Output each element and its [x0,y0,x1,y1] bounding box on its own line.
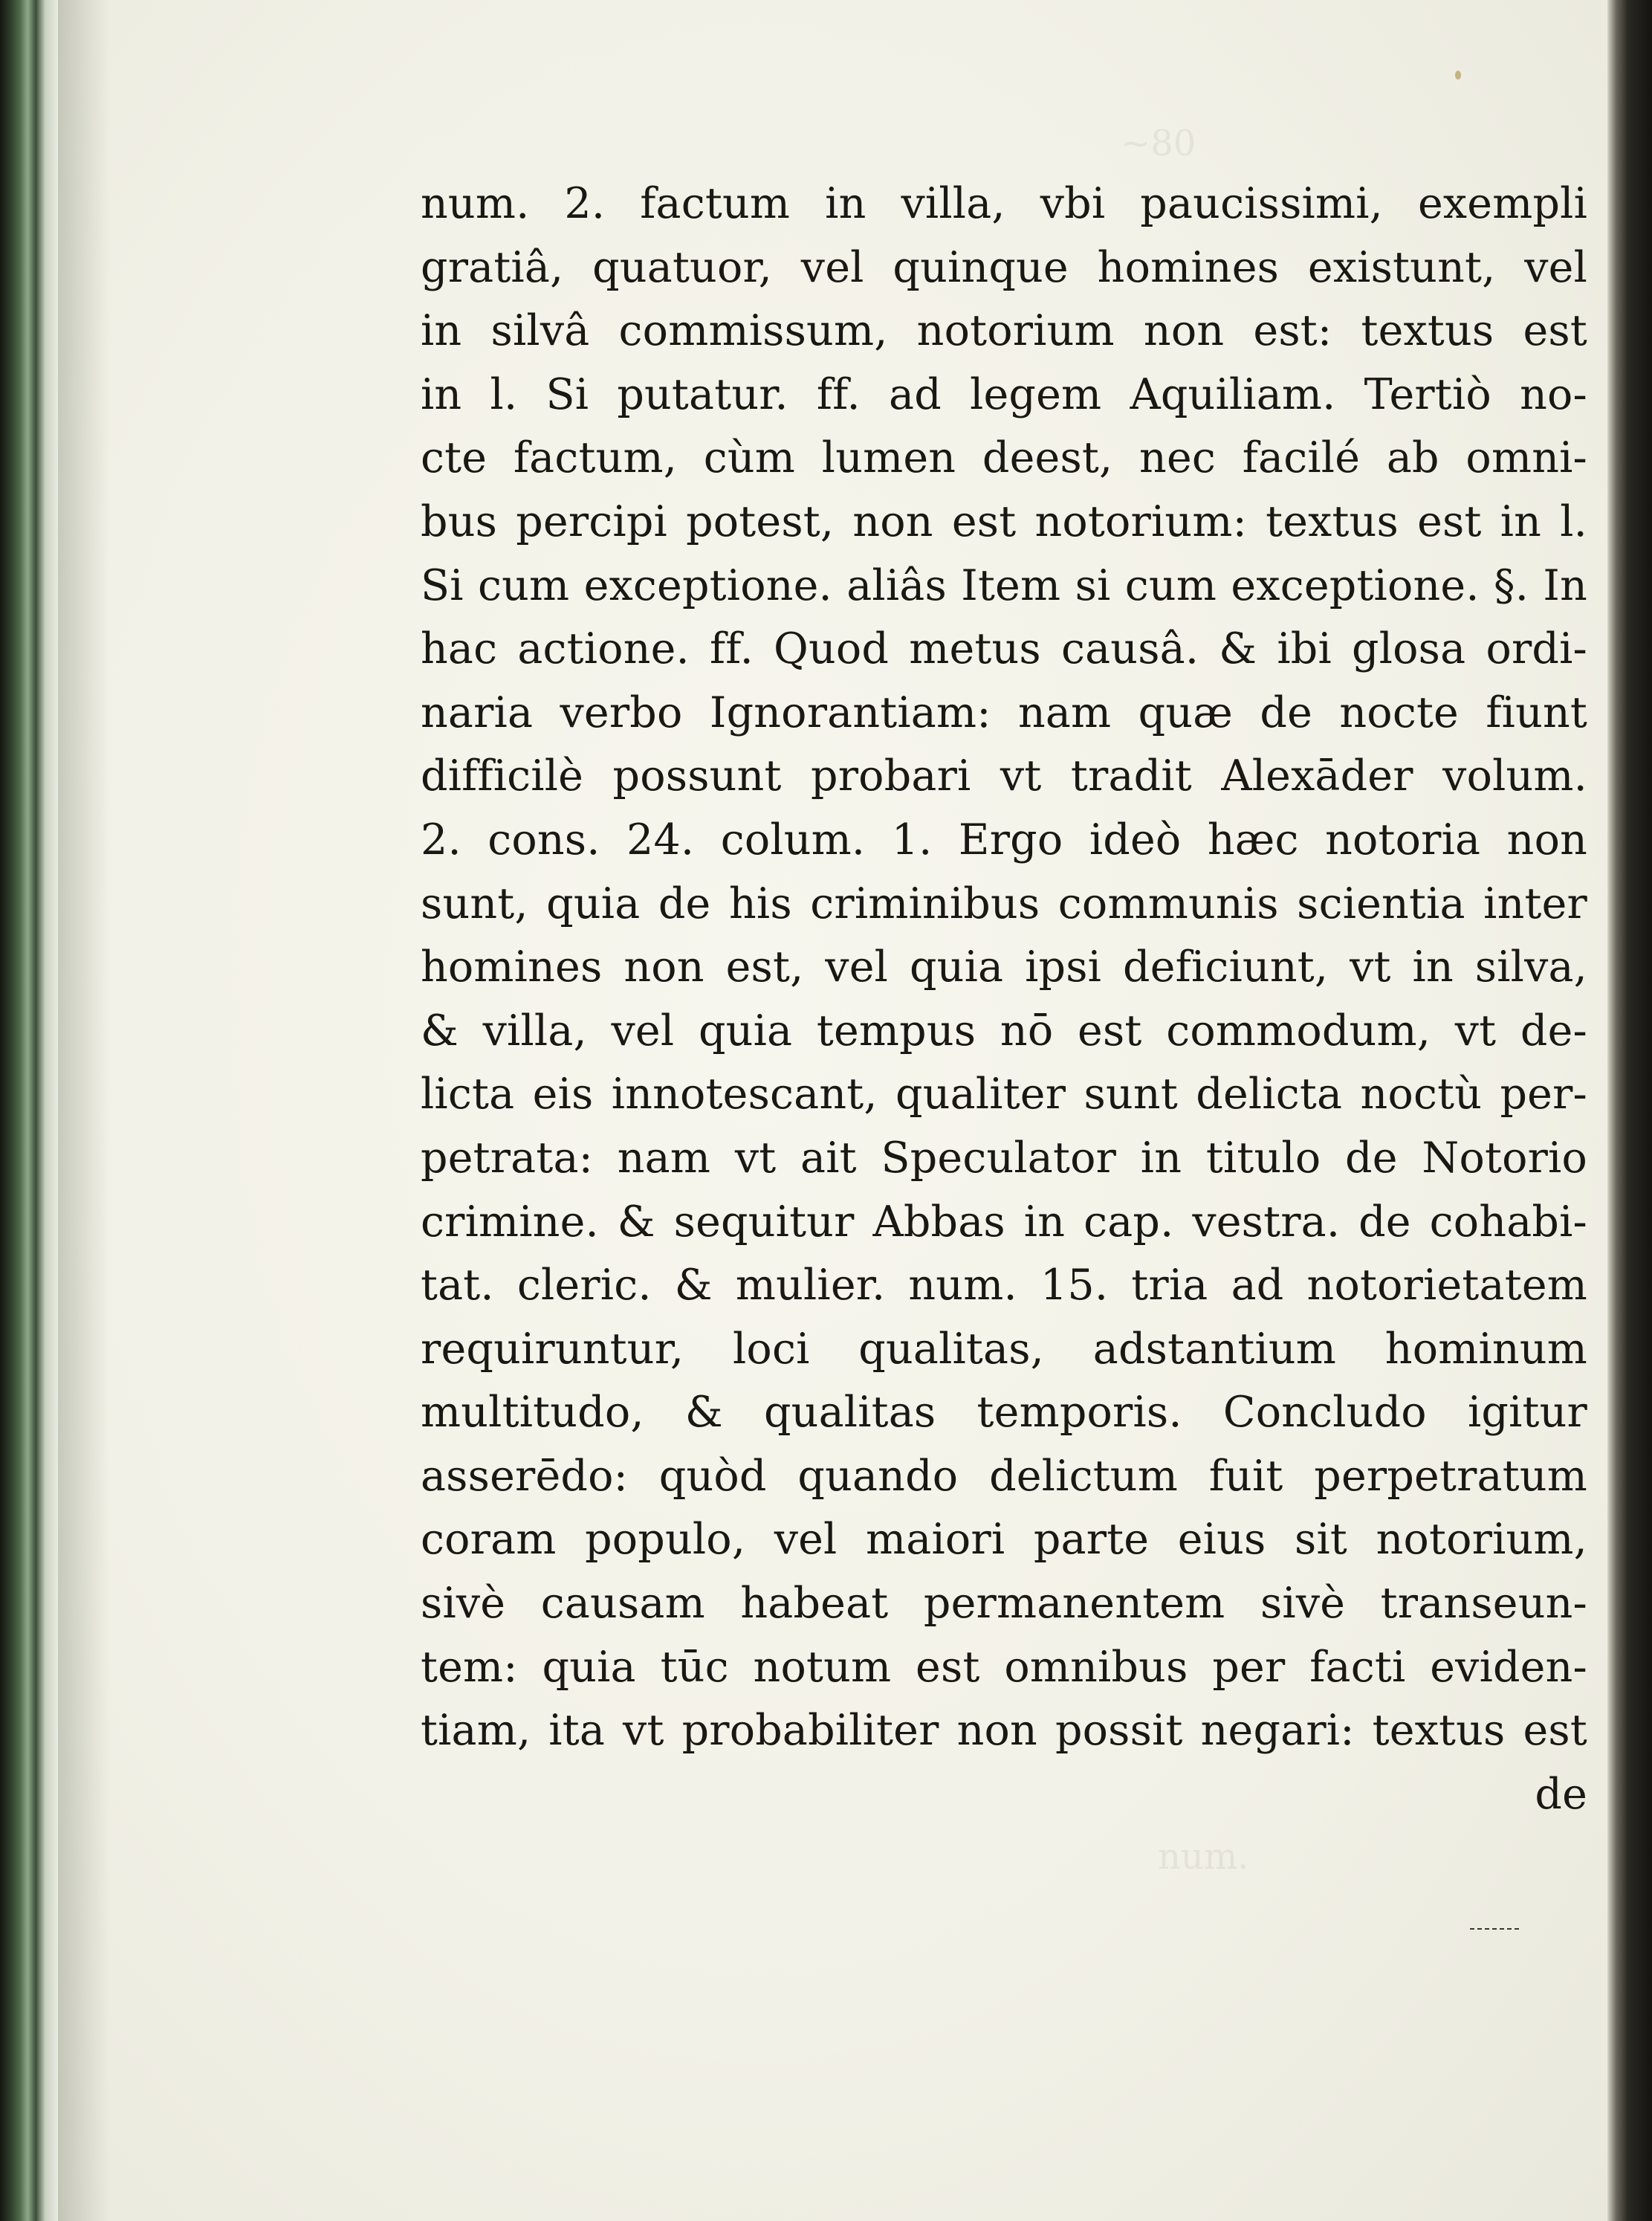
text-line: in silvâ commissum, notorium non est: textus est [421,306,1587,356]
book-board-edge [1607,0,1652,2221]
book-page [58,0,1607,2221]
text-line: sivè causam habeat permanentem sivè transeun- [421,1579,1587,1629]
text-line: & villa, vel quia tempus nō est commodum, vt de- [421,1006,1587,1055]
text-line: in l. Si putatur. ff. ad legem Aquiliam. Tertiò no- [421,369,1587,419]
text-line: gratiâ, quatuor, vel quinque homines existunt, vel [421,242,1587,292]
book-spine-edge [0,0,58,2221]
text-line: num. 2. factum in villa, vbi paucissimi, exempli [421,179,1587,228]
text-line: tem: quia tūc notum est omnibus per facti eviden- [421,1642,1587,1692]
page-gutter-shadow [58,0,110,2221]
text-line: requiruntur, loci qualitas, adstantium hominum [421,1324,1587,1374]
text-line: tat. cleric. & mulier. num. 15. tria ad notorietatem [421,1261,1587,1310]
catchword-rule [1470,1928,1519,1930]
text-line: cte factum, cùm lumen deest, nec facilé ab omni- [421,433,1587,483]
text-block [421,172,1587,1826]
text-line: 2. cons. 24. colum. 1. Ergo ideò hæc notoria non [421,815,1587,864]
text-line: tiam, ita vt probabiliter non possit negari: textus est [421,1706,1587,1756]
text-line: Si cum exceptione. aliâs Item si cum exceptione. §. In [421,560,1587,610]
text-line: bus percipi potest, non est notorium: textus est in l. [421,497,1587,546]
text-line: petrata: nam vt ait Speculator in titulo de Notorio [421,1133,1587,1183]
text-line: asserēdo: quòd quando delictum fuit perpetratum [421,1451,1587,1501]
text-line: sunt, quia de his criminibus communis scientia inter [421,879,1587,928]
paper-speck [1455,71,1461,80]
show-through-mark: num. [1158,1836,1249,1878]
text-line: homines non est, vel quia ipsi deficiunt, vt in silva, [421,943,1587,992]
catchword: de [1535,1769,1587,1819]
show-through-mark: ~80 [1121,123,1196,164]
text-line: multitudo, & qualitas temporis. Concludo igitur [421,1388,1587,1438]
text-line: crimine. & sequitur Abbas in cap. vestra. de cohabi- [421,1197,1587,1247]
text-line: hac actione. ff. Quod metus causâ. & ibi glosa ordi- [421,624,1587,674]
text-line: licta eis innotescant, qualiter sunt delicta noctù per- [421,1070,1587,1119]
text-line: naria verbo Ignorantiam: nam quæ de nocte fiunt [421,688,1587,737]
text-line: difficilè possunt probari vt tradit Alexāder volum. [421,751,1587,801]
text-line: coram populo, vel maiori parte eius sit notorium, [421,1515,1587,1565]
